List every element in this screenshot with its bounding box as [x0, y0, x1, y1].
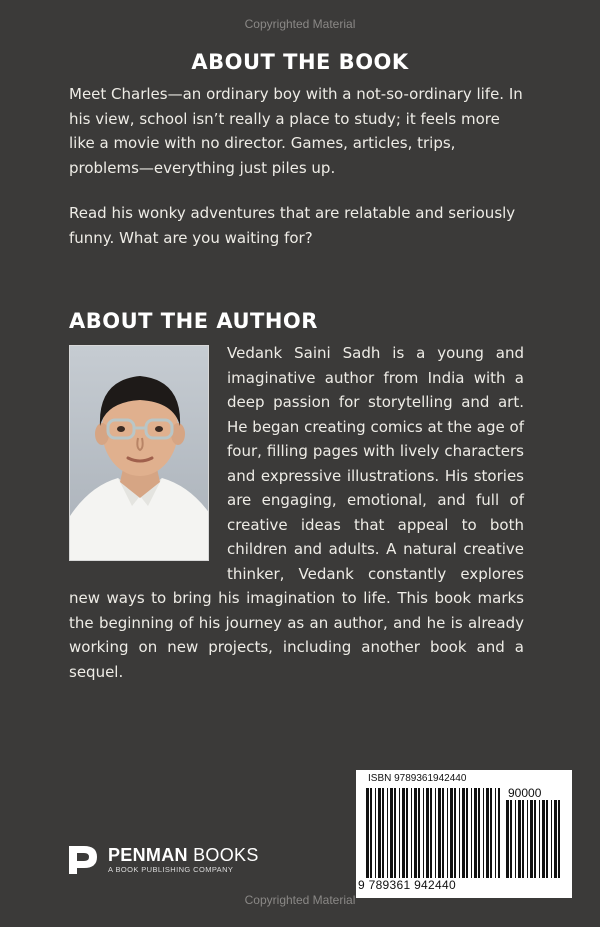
barcode-main-icon [366, 788, 500, 878]
isbn-barcode [356, 770, 572, 898]
publisher-tagline: A BOOK PUBLISHING COMPANY [108, 865, 234, 874]
isbn-label: ISBN 9789361942440 [368, 773, 467, 784]
publisher-name-bold: PENMAN [108, 845, 188, 865]
about-book-paragraph-1: Meet Charles—an ordinary boy with a not-so-ordinary life. In his view, school isn’t really a place to study; it feels more like a movie with no director. Games, articles, trips, problems—everything just piles up. [69, 85, 523, 177]
price-code: 90000 [508, 786, 542, 800]
about-author-heading: ABOUT THE AUTHOR [69, 309, 318, 333]
author-bio: Vedank Saini Sadh is a young and imaginative author from India with a deep passion for storytelling and art. He began creating comics at the age of four, filling pages with lively characters and expressive illustrations. His stories are engaging, emotional, and full of creative ideas that appeal to both children and adults. A natural creative thinker, Vedank constantly explores new ways to bring his imagination to life. This book marks the beginning of his journey as an author, and he is already working on new projects, including another book and a sequel. [69, 344, 524, 681]
publisher-name [108, 845, 259, 866]
publisher-name-regular: BOOKS [187, 845, 259, 865]
barcode-addon-icon [506, 800, 562, 878]
watermark-bottom: Copyrighted Material [244, 893, 356, 907]
about-book-paragraph-2: Read his wonky adventures that are relatable and seriously funny. What are you waiting for? [69, 204, 516, 247]
author-photo [69, 345, 209, 561]
watermark-top: Copyrighted Material [244, 17, 356, 31]
penman-logo-icon [66, 843, 100, 877]
barcode-digits: 9 789361 942440 [358, 878, 456, 892]
about-book-heading: ABOUT THE BOOK [191, 50, 409, 74]
